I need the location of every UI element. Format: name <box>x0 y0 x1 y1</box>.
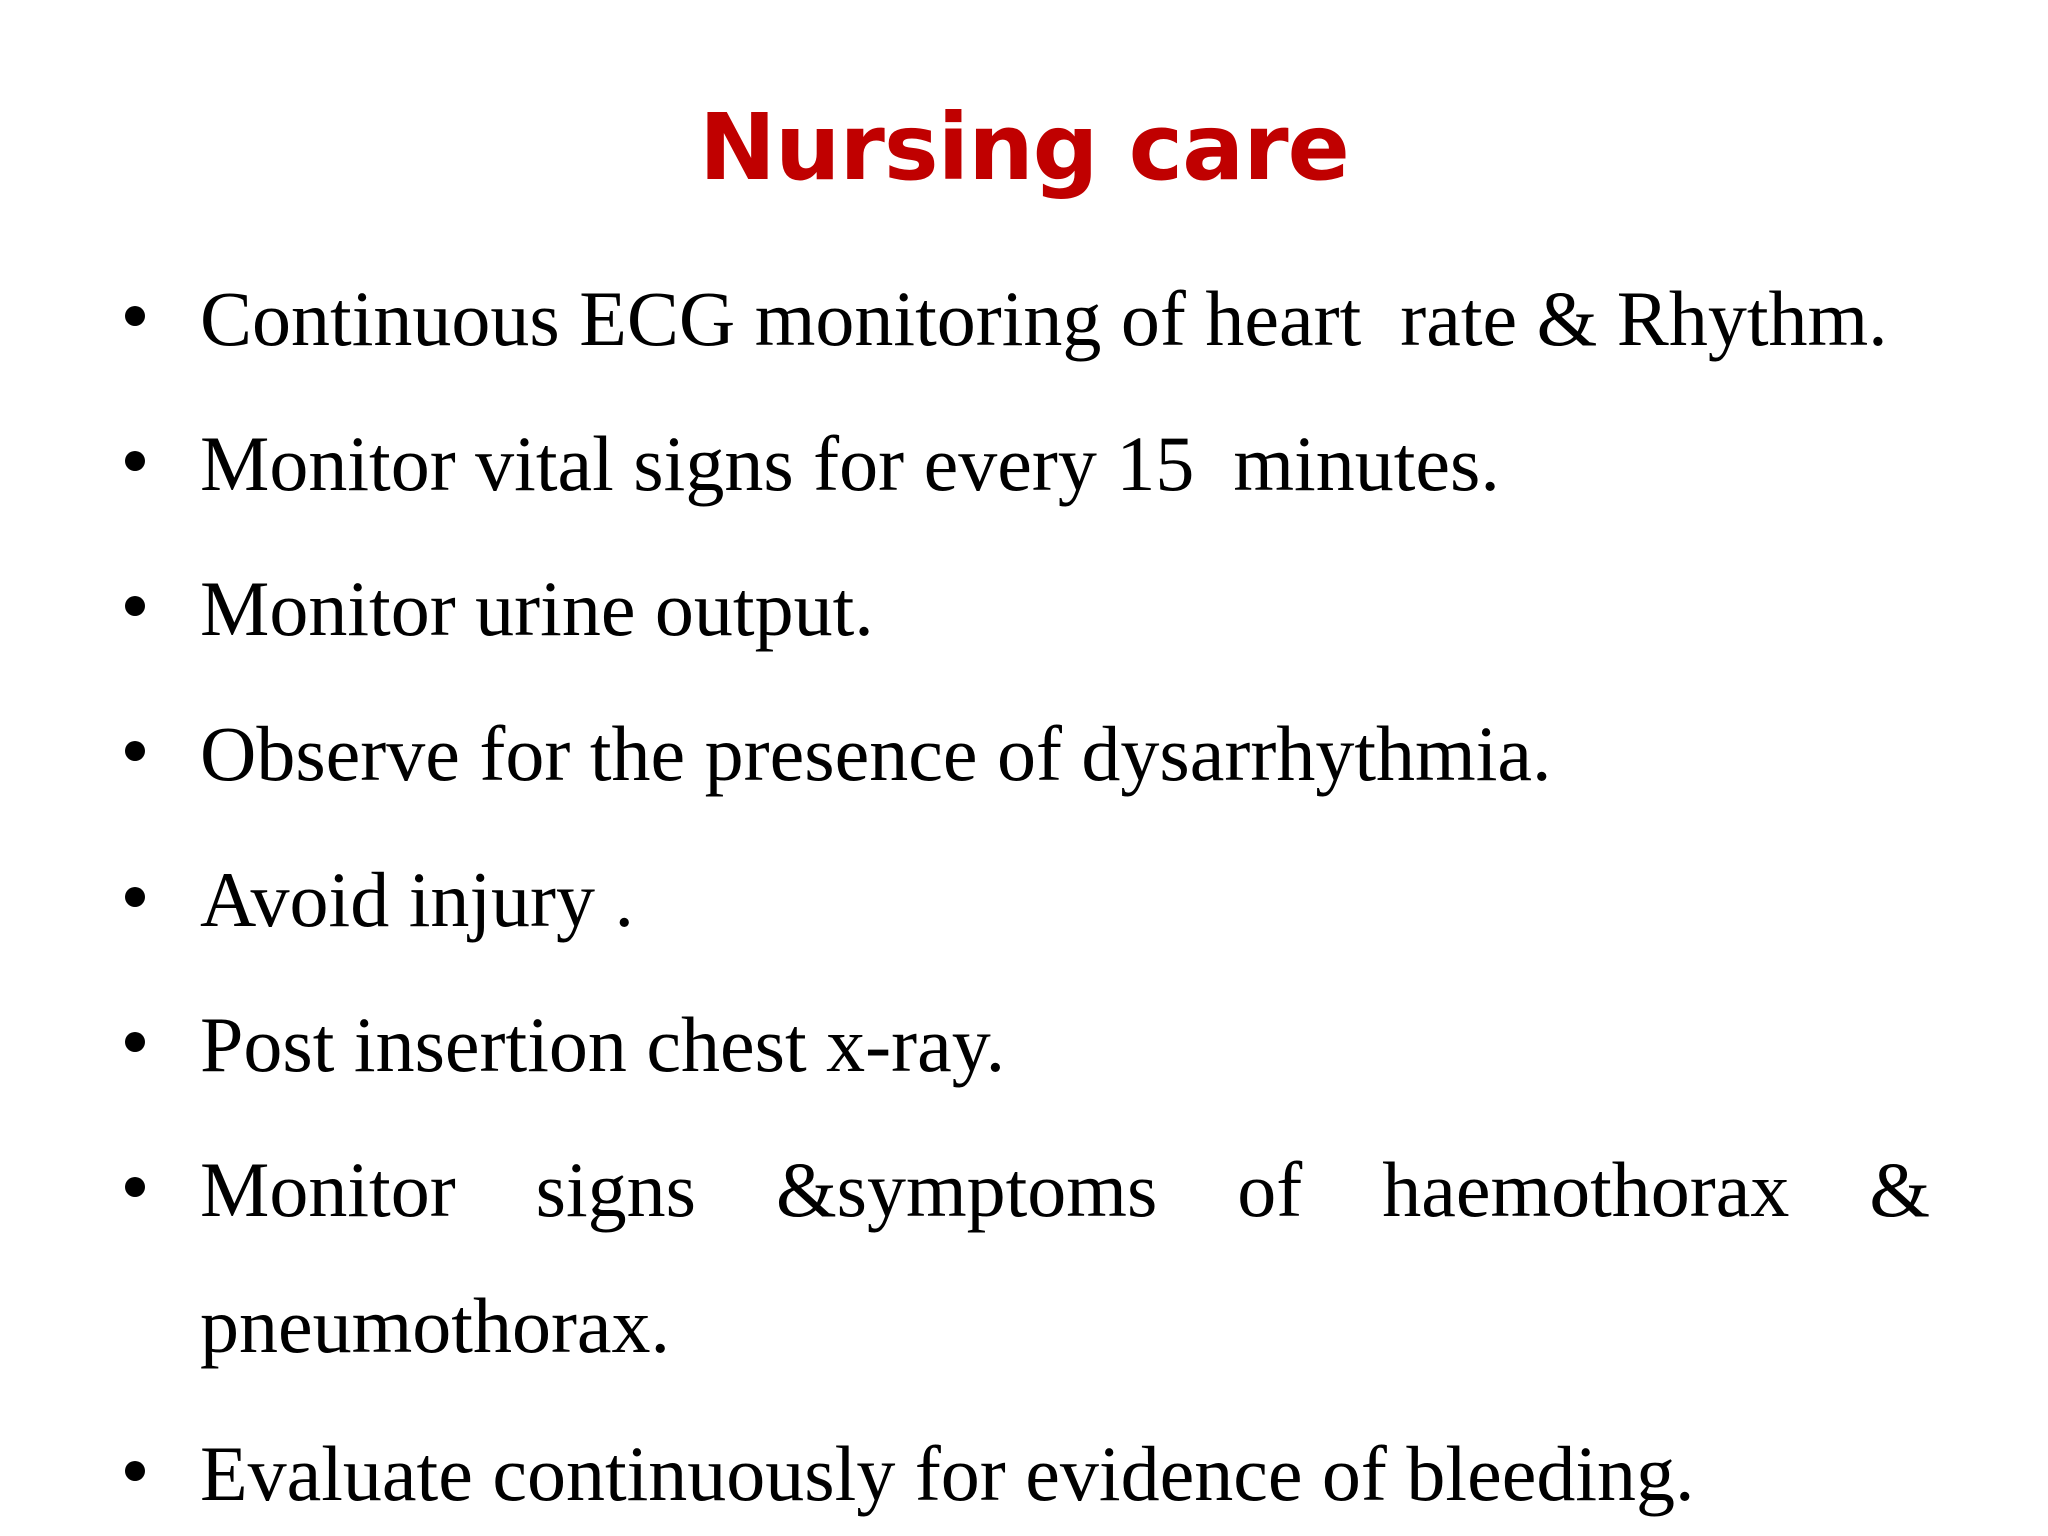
bullet-item: Monitor urine output. <box>200 565 874 652</box>
bullet-dot <box>125 306 145 326</box>
bullet-item: Evaluate continuously for evidence of bleeding. <box>200 1430 1695 1517</box>
bullet-item-wrapped <box>200 1144 1930 1372</box>
slide-title: Nursing care <box>699 94 1349 201</box>
bullet-dot <box>125 1177 145 1197</box>
bullet-dot <box>125 1032 145 1052</box>
bullet-dot <box>125 596 145 616</box>
bullet-item: Monitor vital signs for every 15 minutes. <box>200 420 1500 507</box>
bullet-dot <box>125 741 145 761</box>
bullet-item: Avoid injury . <box>200 856 635 943</box>
bullet-item: Observe for the presence of dysarrhythmia. <box>200 710 1552 797</box>
bullet-line: Monitor signs &symptoms of haemothorax & <box>200 1146 1930 1233</box>
bullet-dot <box>125 1461 145 1481</box>
bullet-item: Continuous ECG monitoring of heart rate & Rhythm. <box>200 275 1888 362</box>
bullet-dot <box>125 887 145 907</box>
bullet-item: Post insertion chest x-ray. <box>200 1001 1006 1088</box>
bullet-dot <box>125 451 145 471</box>
bullet-line: pneumothorax. <box>200 1282 671 1369</box>
